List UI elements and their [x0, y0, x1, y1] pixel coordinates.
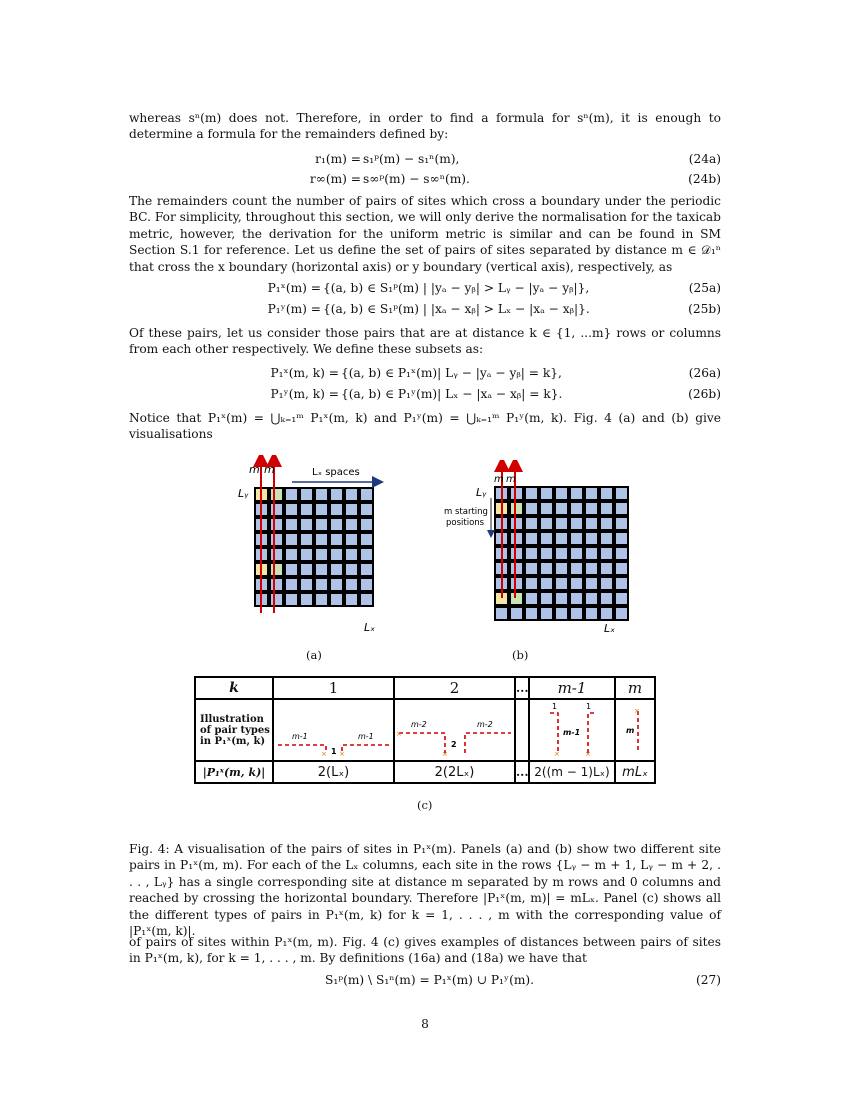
grid-site [286, 489, 297, 500]
table-header-m: m [615, 677, 655, 699]
fig-b-start2: positions [446, 518, 485, 528]
illustration-k1 [273, 699, 394, 761]
fig-a-lx: Lₓ [364, 621, 376, 634]
grid-site [586, 578, 597, 589]
svg-text:×: × [321, 749, 327, 757]
paragraph-intro: whereas sⁿ(m) does not. Therefore, in order to find a formula for sⁿ(m), it is enough to determine a formula for the remainders defined by: [129, 111, 721, 142]
illustration-k2 [394, 699, 515, 761]
grid-site [301, 579, 312, 590]
grid-site [316, 504, 327, 515]
eq25a-lhs: P₁ˣ(m) = [267, 281, 321, 295]
equation-27 [129, 973, 721, 991]
grid-site [331, 549, 342, 560]
grid-site [586, 593, 597, 604]
grid-site [511, 533, 522, 544]
eq26b-rhs: {(a, b) ∈ P₁ʸ(m)| Lₓ − |xₐ − xᵦ| = k}. [341, 387, 563, 401]
grid-site [361, 534, 372, 545]
grid-site [316, 594, 327, 605]
table-header-dots: ... [515, 677, 529, 699]
grid-site [271, 564, 282, 575]
grid-site [526, 593, 537, 604]
ill3-a: 1 [552, 701, 558, 711]
grid-site [361, 489, 372, 500]
grid-site [286, 519, 297, 530]
grid-site [616, 503, 627, 514]
grid-site [286, 549, 297, 560]
grid-site [526, 608, 537, 619]
grid-site [286, 579, 297, 590]
ill1-a: m-1 [292, 731, 308, 741]
grid-site [286, 534, 297, 545]
grid-site [601, 503, 612, 514]
eq24b-number: (24b) [688, 172, 721, 186]
grid-site [541, 503, 552, 514]
grid-site [331, 594, 342, 605]
eq25b-lhs: P₁ʸ(m) = [267, 302, 321, 316]
grid-site [511, 608, 522, 619]
eq26a-rhs: {(a, b) ∈ P₁ˣ(m)| Lᵧ − |yₐ − yᵦ| = k}, [341, 366, 562, 380]
grid-site [331, 534, 342, 545]
eq26a-lhs: P₁ˣ(m, k) = [270, 366, 339, 380]
illustration-m [615, 699, 655, 761]
grid-site [601, 563, 612, 574]
grid-site [346, 564, 357, 575]
grid-site [556, 548, 567, 559]
grid-site [511, 548, 522, 559]
grid-site [526, 578, 537, 589]
count-m-1: 2((m − 1)Lₓ) [529, 761, 615, 783]
svg-text:×: × [396, 729, 402, 738]
ill2-c: 2 [451, 739, 457, 749]
grid-site [316, 534, 327, 545]
grid-site [496, 608, 507, 619]
eq25b-number: (25b) [688, 302, 721, 316]
equation-25b [129, 302, 721, 320]
fig-b-label: (b) [512, 648, 529, 662]
grid-site [316, 579, 327, 590]
count-k1: 2(Lₓ) [273, 761, 394, 783]
grid-site [541, 518, 552, 529]
grid-site [346, 504, 357, 515]
grid-site [511, 518, 522, 529]
count-k2: 2(2Lₓ) [394, 761, 515, 783]
grid-site [571, 533, 582, 544]
table-header-2: 2 [394, 677, 515, 699]
grid-site [586, 608, 597, 619]
eq24a-lhs: r₁(m) = [315, 152, 361, 166]
svg-text:×: × [339, 749, 345, 757]
grid-site [511, 593, 522, 604]
fig-a-m1: m [249, 463, 260, 476]
equation-25a [129, 281, 721, 299]
illustration-dots [515, 699, 529, 761]
grid-site [331, 489, 342, 500]
grid-site [331, 504, 342, 515]
eq25b-rhs: {(a, b) ∈ S₁ᵖ(m) | |xₐ − xᵦ| > Lₓ − |xₐ − xᵦ|}. [323, 302, 590, 316]
eq25a-number: (25a) [688, 281, 721, 295]
grid-site [586, 488, 597, 499]
grid-site [301, 534, 312, 545]
fig-b-m2: m [506, 474, 516, 485]
grid-site [271, 534, 282, 545]
grid-site [526, 488, 537, 499]
grid-site [331, 579, 342, 590]
grid-site [571, 503, 582, 514]
grid-site [556, 518, 567, 529]
grid-site [346, 534, 357, 545]
fig-a-ly: Lᵧ [238, 487, 249, 500]
grid-site [571, 593, 582, 604]
grid-site [601, 593, 612, 604]
grid-site [571, 488, 582, 499]
svg-text:×: × [634, 706, 640, 715]
grid-site [346, 579, 357, 590]
svg-text:×: × [554, 749, 560, 757]
grid-site [526, 518, 537, 529]
grid-site [616, 533, 627, 544]
grid-site [616, 578, 627, 589]
grid-site [556, 593, 567, 604]
grid-site [601, 518, 612, 529]
fig-a-label: (a) [306, 648, 322, 662]
figure-a [228, 455, 398, 640]
grid-site [556, 533, 567, 544]
grid-site [361, 519, 372, 530]
fig-b-ly: Lᵧ [476, 486, 487, 499]
grid-site [526, 533, 537, 544]
grid-site [271, 489, 282, 500]
grid-a [254, 487, 374, 607]
grid-site [271, 549, 282, 560]
grid-site [586, 518, 597, 529]
grid-site [601, 548, 612, 559]
eq24b-rhs: s∞ᵖ(m) − s∞ⁿ(m). [363, 172, 470, 186]
grid-site [316, 549, 327, 560]
grid-site [541, 563, 552, 574]
grid-site [616, 593, 627, 604]
grid-site [361, 579, 372, 590]
grid-site [286, 504, 297, 515]
grid-site [286, 594, 297, 605]
grid-site [571, 518, 582, 529]
grid-site [601, 533, 612, 544]
grid-site [571, 548, 582, 559]
grid-site [601, 608, 612, 619]
grid-site [346, 489, 357, 500]
grid-site [511, 563, 522, 574]
grid-site [601, 578, 612, 589]
ill2-b: m-2 [477, 719, 493, 729]
table-count-label: |P₁ˣ(m, k)| [195, 761, 273, 783]
grid-site [556, 608, 567, 619]
equation-24a [129, 152, 721, 170]
grid-site [331, 564, 342, 575]
figure-b [440, 460, 630, 640]
grid-site [301, 564, 312, 575]
grid-site [571, 578, 582, 589]
grid-site [301, 504, 312, 515]
grid-site [541, 578, 552, 589]
eq24a-rhs: s₁ᵖ(m) − s₁ⁿ(m), [363, 152, 460, 166]
fig-b-lx: Lₓ [604, 622, 616, 635]
grid-site [616, 563, 627, 574]
paragraph-pairs: of pairs of sites within P₁ˣ(m, m). Fig. 4 (c) gives examples of distances between pairs of sites in P₁ˣ(m, k), for k = 1, . . . , m. By definitions (16a) and (18a) we have that [129, 935, 721, 966]
fig-a-m2: m [264, 463, 275, 476]
pair-types-table [194, 676, 656, 784]
grid-site [541, 608, 552, 619]
equation-26a [129, 366, 721, 384]
eq26b-number: (26b) [688, 387, 721, 401]
ill4-a: m [626, 725, 635, 735]
fig-c-label: (c) [417, 798, 433, 812]
grid-site [616, 608, 627, 619]
count-m: mLₓ [615, 761, 655, 783]
grid-site [571, 563, 582, 574]
grid-site [601, 488, 612, 499]
grid-site [586, 533, 597, 544]
grid-site [361, 504, 372, 515]
eq24a-number: (24a) [688, 152, 721, 166]
svg-text:×: × [585, 749, 591, 757]
illustration-m-1 [529, 699, 615, 761]
ill2-a: m-2 [411, 719, 427, 729]
grid-site [541, 593, 552, 604]
grid-site [526, 503, 537, 514]
grid-site [586, 548, 597, 559]
equation-24b [129, 172, 721, 190]
grid-site [586, 563, 597, 574]
grid-site [271, 579, 282, 590]
table-header-1: 1 [273, 677, 394, 699]
grid-site [301, 549, 312, 560]
ill1-b: m-1 [358, 731, 374, 741]
grid-site [541, 548, 552, 559]
table-k-header: k [195, 677, 273, 699]
paragraph-remainders: The remainders count the number of pairs of sites which cross a boundary under the periodic BC. For simplicity, throughout this section, we will only derive the normalisation for the taxicab metric, however, the derivation for the uniform metric is similar and can be found in SM Section S.1 for reference. Let us define the set of pairs of sites separated by distance m ∈ 𝒟₁ⁿ that cross the x boundary (horizontal axis) or y boundary (vertical axis), respectively, as [129, 194, 721, 274]
grid-site [271, 594, 282, 605]
eq25a-rhs: {(a, b) ∈ S₁ᵖ(m) | |yₐ − yᵦ| > Lᵧ − |yₐ − yᵦ|}, [323, 281, 590, 295]
grid-site [616, 488, 627, 499]
fig-b-m1: m [494, 474, 504, 485]
figure-caption: Fig. 4: A visualisation of the pairs of sites in P₁ˣ(m). Panels (a) and (b) show two different site pairs in P₁ˣ(m, m). For each of the Lₓ columns, each site in the rows {Lᵧ − m + 1, Lᵧ − m + 2, . . . , Lᵧ} has a single corresponding site at distance m separated by m rows and 0 columns and reached by crossing the horizontal boundary. Therefore |P₁ˣ(m, m)| = mLₓ. Panel (c) shows all the different types of pairs in P₁ˣ(m, k) for k = 1, . . . , m with the corresponding value of |P₁ˣ(m, k)|. [129, 842, 721, 939]
grid-site [316, 519, 327, 530]
eq24b-lhs: r∞(m) = [309, 172, 361, 186]
grid-site [571, 608, 582, 619]
fig-b-start1: m starting [444, 507, 488, 517]
grid-site [556, 563, 567, 574]
grid-site [541, 533, 552, 544]
grid-site [616, 518, 627, 529]
grid-site [511, 488, 522, 499]
grid-site [361, 549, 372, 560]
fig-a-lx-spaces: Lₓ spaces [312, 467, 360, 478]
grid-site [586, 503, 597, 514]
grid-site [271, 504, 282, 515]
grid-site [346, 519, 357, 530]
table-illustration-label: Illustration of pair types in P₁ˣ(m, k) [195, 699, 273, 761]
grid-site [346, 594, 357, 605]
eq27-rhs: S₁ᵖ(m) \ S₁ⁿ(m) = P₁ˣ(m) ∪ P₁ʸ(m). [325, 973, 535, 987]
grid-site [316, 489, 327, 500]
grid-site [331, 519, 342, 530]
eq26b-lhs: P₁ʸ(m, k) = [270, 387, 339, 401]
svg-text:×: × [442, 749, 448, 757]
page-number: 8 [421, 1017, 429, 1031]
grid-site [316, 564, 327, 575]
grid-site [556, 488, 567, 499]
grid-site [556, 503, 567, 514]
table-header-m-1: m-1 [529, 677, 615, 699]
grid-site [346, 549, 357, 560]
grid-site [301, 489, 312, 500]
grid-site [301, 594, 312, 605]
grid-site [361, 564, 372, 575]
grid-site [556, 578, 567, 589]
grid-site [616, 548, 627, 559]
grid-site [541, 488, 552, 499]
eq26a-number: (26a) [688, 366, 721, 380]
ill1-c: 1 [331, 746, 337, 756]
grid-site [526, 563, 537, 574]
grid-site [526, 548, 537, 559]
paragraph-subsets: Of these pairs, let us consider those pairs that are at distance k ∈ {1, ...m} rows or columns from each other respectively. We define these subsets as: [129, 326, 721, 357]
grid-site [301, 519, 312, 530]
grid-site [361, 594, 372, 605]
equation-26b [129, 387, 721, 405]
grid-site [271, 519, 282, 530]
ill3-c: m-1 [563, 727, 581, 737]
grid-site [511, 503, 522, 514]
eq27-number: (27) [695, 973, 721, 987]
count-dots: ... [515, 761, 529, 783]
paragraph-union: Notice that P₁ˣ(m) = ⋃ₖ₌₁ᵐ P₁ˣ(m, k) and P₁ʸ(m) = ⋃ₖ₌₁ᵐ P₁ʸ(m, k). Fig. 4 (a) and (b) give visualisations [129, 411, 721, 442]
grid-site [286, 564, 297, 575]
ill3-b: 1 [586, 701, 592, 711]
grid-site [511, 578, 522, 589]
